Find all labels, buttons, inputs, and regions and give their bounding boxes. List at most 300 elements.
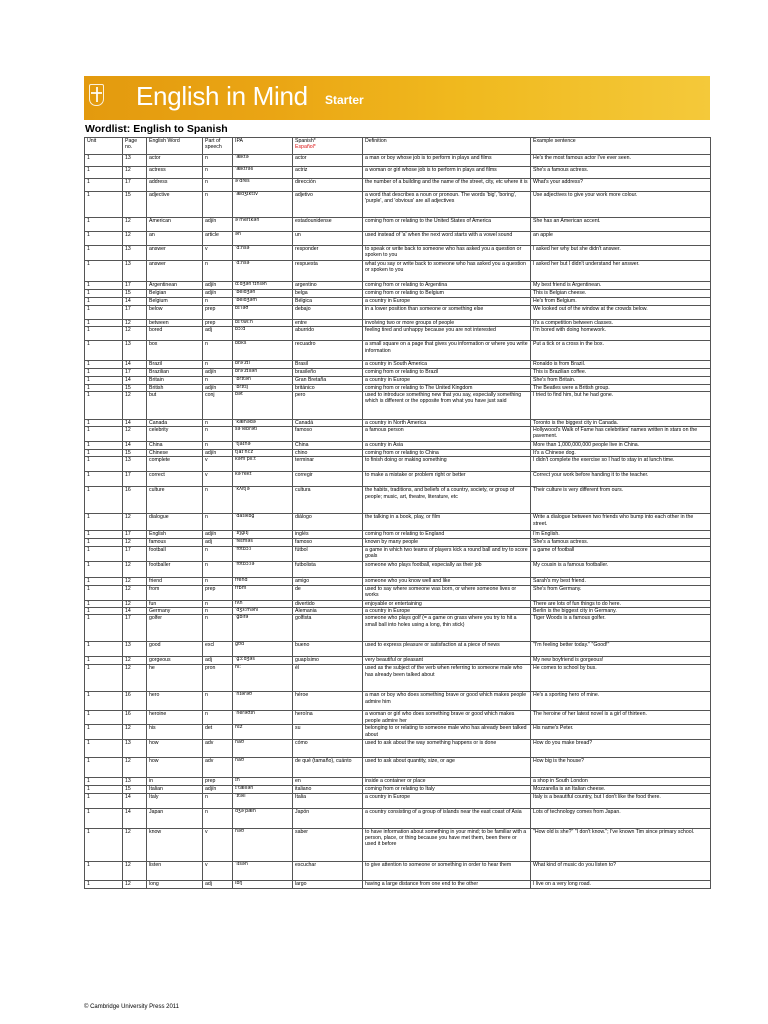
cell-word: Italian (147, 786, 203, 793)
cell-ipa: ˈdaɪəlɒɡ (233, 514, 293, 531)
table-row (85, 692, 711, 711)
cell-definition: to finish doing or making something (363, 457, 531, 472)
cell-ipa: brəˈzɪl (233, 361, 293, 368)
cell-word: Italy (147, 793, 203, 808)
cell-ipa: ɑːdʒənˈtɪniən (233, 282, 293, 290)
cell-unit: 1 (85, 384, 123, 391)
table-row (85, 419, 711, 426)
table-row (85, 880, 711, 888)
banner-title: English in Mind (136, 81, 308, 111)
cell-example: He comes to school by bus. (531, 665, 711, 692)
cell-page: 15 (123, 786, 147, 793)
cell-ipa: ˈbrɪtən (233, 376, 293, 384)
cell-word: from (147, 585, 203, 600)
header-banner (84, 76, 710, 120)
cell-example: What kind of music do you listen to? (531, 861, 711, 880)
cell-unit: 1 (85, 615, 123, 642)
cell-page: 17 (123, 546, 147, 561)
cell-spanish: golfista (293, 615, 363, 642)
cell-example: She's from Germany. (531, 585, 711, 600)
cell-page: 14 (123, 608, 147, 615)
table-row (85, 778, 711, 786)
cell-pos: prep (203, 778, 233, 786)
cell-ipa: brəˈzɪliən (233, 368, 293, 376)
cell-word: hero (147, 692, 203, 711)
cell-example: Put a tick or a cross in the box. (531, 341, 711, 361)
cell-example: Write a dialogue between two friends who bump into each other in the street. (531, 514, 711, 531)
cell-ipa: ˈɑːnsə (233, 246, 293, 261)
cell-page: 12 (123, 665, 147, 692)
cell-ipa: ɪn (233, 778, 293, 786)
cell-pos: n (203, 155, 233, 167)
table-row (85, 391, 711, 419)
cell-page: 13 (123, 341, 147, 361)
cell-example: I'm bored with doing homework. (531, 327, 711, 341)
cell-example: a shop in South London (531, 778, 711, 786)
cell-page: 15 (123, 290, 147, 298)
cell-word: his (147, 725, 203, 740)
cell-page: 12 (123, 585, 147, 600)
header-example: Example sentence (531, 138, 711, 155)
cell-definition: used instead of 'a' when the next word starts with a vowel sound (363, 232, 531, 246)
cell-pos: n (203, 487, 233, 514)
cell-page: 14 (123, 376, 147, 384)
cell-pos: n (203, 427, 233, 442)
cell-spanish: actriz (293, 167, 363, 179)
cell-word: between (147, 320, 203, 327)
cell-word: answer (147, 261, 203, 282)
cell-pos: v (203, 246, 233, 261)
cell-unit: 1 (85, 692, 123, 711)
cell-spanish: inglés (293, 531, 363, 539)
header-unit: Unit (85, 138, 123, 155)
cell-page: 17 (123, 368, 147, 376)
cell-page: 16 (123, 711, 147, 725)
cell-ipa: ˈæktə (233, 155, 293, 167)
cell-ipa: ən (233, 232, 293, 246)
cell-spanish: corregir (293, 472, 363, 487)
cell-page: 12 (123, 391, 147, 419)
cell-page: 12 (123, 725, 147, 740)
cell-pos: v (203, 828, 233, 861)
cell-ipa: bɪˈləʊ (233, 306, 293, 320)
table-row (85, 361, 711, 368)
cell-pos: n (203, 341, 233, 361)
header-spanish-label: Spanish* (295, 138, 316, 144)
cell-spanish: recuadro (293, 341, 363, 361)
cell-page: 14 (123, 442, 147, 450)
table-row (85, 232, 711, 246)
cell-ipa: ˈkʌltʃə (233, 487, 293, 514)
table-row (85, 290, 711, 298)
cell-page: 16 (123, 487, 147, 514)
cell-unit: 1 (85, 793, 123, 808)
cell-spanish: guapísimo (293, 657, 363, 665)
cell-definition: coming from or relating to Brazil (363, 368, 531, 376)
cell-example: Sarah's my best friend. (531, 577, 711, 585)
table-row (85, 828, 711, 861)
cell-example: Lots of technology comes from Japan. (531, 808, 711, 828)
cell-spanish: diálogo (293, 514, 363, 531)
cell-pos: v (203, 861, 233, 880)
cell-definition: involving two or more groups of people (363, 320, 531, 327)
cell-spanish: saber (293, 828, 363, 861)
cell-page: 14 (123, 361, 147, 368)
cell-spanish: cultura (293, 487, 363, 514)
cell-spanish: debajo (293, 306, 363, 320)
cell-example: His name's Peter. (531, 725, 711, 740)
cell-ipa: bɔːd (233, 327, 293, 341)
table-row (85, 472, 711, 487)
cell-unit: 1 (85, 577, 123, 585)
cell-pos: adj/n (203, 290, 233, 298)
cell-definition: coming from or relating to the United States of America (363, 218, 531, 232)
cell-pos: n (203, 419, 233, 426)
cell-example: a game of football (531, 546, 711, 561)
cell-example: Mozzarella is an Italian cheese. (531, 786, 711, 793)
table-row (85, 514, 711, 531)
cell-example: This is Belgian cheese. (531, 290, 711, 298)
cell-pos: adj/n (203, 384, 233, 391)
cell-definition: feeling tired and unhappy because you are not interested (363, 327, 531, 341)
header-espanol-label: Español* (295, 144, 316, 151)
cell-page: 15 (123, 384, 147, 391)
cell-definition: coming from or relating to The United Kingdom (363, 384, 531, 391)
cell-word: Canada (147, 419, 203, 426)
cell-unit: 1 (85, 740, 123, 758)
cell-definition: used to express pleasure or satisfaction at a piece of news (363, 642, 531, 657)
cell-example: I live on a very long road. (531, 880, 711, 888)
table-row (85, 758, 711, 778)
cell-example: I asked her why but she didn't answer. (531, 246, 711, 261)
cell-example: "How old is she?" "I don't know."; I've known Tim since primary school. (531, 828, 711, 861)
cell-page: 12 (123, 427, 147, 442)
cell-spanish: dirección (293, 179, 363, 192)
cell-example: She's a famous actress. (531, 167, 711, 179)
cell-unit: 1 (85, 457, 123, 472)
cell-example: He's a sporting hero of mine. (531, 692, 711, 711)
cell-example: My cousin is a famous footballer. (531, 561, 711, 577)
cell-page: 12 (123, 539, 147, 546)
cell-unit: 1 (85, 246, 123, 261)
cell-example: How big is the house? (531, 758, 711, 778)
cell-definition: a country in South America (363, 361, 531, 368)
cell-definition: a woman or girl whose job is to perform in plays and films (363, 167, 531, 179)
table-row (85, 546, 711, 561)
cell-pos: adj/n (203, 786, 233, 793)
cell-page: 12 (123, 218, 147, 232)
cell-spanish: entre (293, 320, 363, 327)
cell-definition: a country in North America (363, 419, 531, 426)
table-row (85, 167, 711, 179)
cell-definition: the number of a building and the name of the street, city, etc where it is (363, 179, 531, 192)
cell-ipa: ˈbrɪtɪʃ (233, 384, 293, 391)
cell-unit: 1 (85, 808, 123, 828)
cell-pos: adj/n (203, 450, 233, 457)
table-row (85, 218, 711, 232)
cell-pos: n (203, 261, 233, 282)
cell-page: 13 (123, 261, 147, 282)
cell-unit: 1 (85, 368, 123, 376)
header-ipa: IPA (233, 138, 293, 155)
cell-page: 12 (123, 232, 147, 246)
table-row (85, 179, 711, 192)
cell-page: 13 (123, 642, 147, 657)
cambridge-crest-icon (89, 84, 104, 106)
cell-ipa: hɪz (233, 725, 293, 740)
cell-pos: n (203, 298, 233, 306)
cell-unit: 1 (85, 561, 123, 577)
table-row (85, 192, 711, 218)
cell-ipa: nəʊ (233, 828, 293, 861)
cell-ipa: ˈhɪərəʊ (233, 692, 293, 711)
cell-definition: what you say or write back to someone who has asked you a question or spoken to you (363, 261, 531, 282)
cell-ipa: kəˈrekt (233, 472, 293, 487)
cell-spanish: héroe (293, 692, 363, 711)
table-row (85, 861, 711, 880)
table-row (85, 457, 711, 472)
cell-unit: 1 (85, 711, 123, 725)
cell-ipa: ˈherəʊɪn (233, 711, 293, 725)
cell-ipa: ˈɡɔːdʒəs (233, 657, 293, 665)
cell-spanish: heroína (293, 711, 363, 725)
cell-word: Brazil (147, 361, 203, 368)
cell-spanish: famoso (293, 427, 363, 442)
cell-definition: the habits, traditions, and beliefs of a country, society, or group of people; music, art, theatre, literature, etc (363, 487, 531, 514)
cell-example: "I'm feeling better today." "Good!" (531, 642, 711, 657)
cell-ipa: haʊ (233, 740, 293, 758)
header-pos: Part of speech (203, 138, 233, 155)
cell-word: how (147, 758, 203, 778)
cell-definition: belonging to or relating to someone male who has already been talked about (363, 725, 531, 740)
cell-word: golfer (147, 615, 203, 642)
table-row (85, 261, 711, 282)
cell-spanish: brasileño (293, 368, 363, 376)
cell-page: 13 (123, 778, 147, 786)
cell-example: Correct your work before handing it to the teacher. (531, 472, 711, 487)
cell-page: 14 (123, 419, 147, 426)
cell-definition: to make a mistake or problem right or better (363, 472, 531, 487)
cell-example: My best friend is Argentinean. (531, 282, 711, 290)
cell-ipa: əˈmerɪkən (233, 218, 293, 232)
cell-word: bored (147, 327, 203, 341)
banner-level: Starter (325, 93, 364, 107)
table-row (85, 298, 711, 306)
cell-pos: excl (203, 642, 233, 657)
cell-unit: 1 (85, 427, 123, 442)
table-row (85, 306, 711, 320)
table-row (85, 539, 711, 546)
table-row (85, 155, 711, 167)
wordlist-table (84, 137, 711, 889)
cell-word: British (147, 384, 203, 391)
cell-pos: prep (203, 585, 233, 600)
cell-spanish: China (293, 442, 363, 450)
table-row (85, 561, 711, 577)
cell-definition: used to ask about quantity, size, or age (363, 758, 531, 778)
cell-example: How do you make bread? (531, 740, 711, 758)
cell-unit: 1 (85, 880, 123, 888)
cell-ipa: ˈɪŋɡlɪʃ (233, 531, 293, 539)
cell-unit: 1 (85, 725, 123, 740)
cell-spanish: fútbol (293, 546, 363, 561)
cell-word: Chinese (147, 450, 203, 457)
table-row (85, 246, 711, 261)
cell-spanish: bueno (293, 642, 363, 657)
cell-spanish: de (293, 585, 363, 600)
cell-definition: the talking in a book, play, or film (363, 514, 531, 531)
cell-ipa: bɒks (233, 341, 293, 361)
cell-spanish: británico (293, 384, 363, 391)
cell-ipa: ˈɑːnsə (233, 261, 293, 282)
cell-example: The Beatles were a British group. (531, 384, 711, 391)
cell-ipa: ˈfeɪməs (233, 539, 293, 546)
cell-spanish: responder (293, 246, 363, 261)
cell-page: 14 (123, 298, 147, 306)
cell-unit: 1 (85, 320, 123, 327)
cell-pos: n (203, 167, 233, 179)
cell-unit: 1 (85, 192, 123, 218)
cell-pos: adj (203, 880, 233, 888)
cell-example: Tiger Woods is a famous golfer. (531, 615, 711, 642)
cell-pos: adj/n (203, 282, 233, 290)
cell-unit: 1 (85, 657, 123, 665)
header-word: English Word (147, 138, 203, 155)
cell-word: celebrity (147, 427, 203, 442)
cell-page: 17 (123, 531, 147, 539)
cell-example: It's a competition between classes. (531, 320, 711, 327)
cell-example: Hollywood's Walk of Fame has celebrities' names written in stars on the pavement. (531, 427, 711, 442)
cell-word: address (147, 179, 203, 192)
cell-spanish: de qué (tamaño), cuánto (293, 758, 363, 778)
cell-word: he (147, 665, 203, 692)
cell-ipa: ˈfʊtbɔːl (233, 546, 293, 561)
table-row (85, 368, 711, 376)
cell-spanish: divertido (293, 600, 363, 607)
cell-word: footballer (147, 561, 203, 577)
cell-word: fun (147, 600, 203, 607)
cell-unit: 1 (85, 376, 123, 384)
cell-pos: n (203, 600, 233, 607)
cell-ipa: ˈbeldʒəm (233, 298, 293, 306)
cell-page: 12 (123, 327, 147, 341)
cell-example: He's from Belgium. (531, 298, 711, 306)
cell-unit: 1 (85, 608, 123, 615)
cell-page: 14 (123, 808, 147, 828)
cell-page: 13 (123, 246, 147, 261)
cell-pos: adj (203, 657, 233, 665)
cell-pos: n (203, 442, 233, 450)
table-header-row (85, 138, 711, 155)
cell-page: 16 (123, 692, 147, 711)
cell-spanish: chino (293, 450, 363, 457)
cell-unit: 1 (85, 306, 123, 320)
cell-ipa: ˈdʒɜːməni (233, 608, 293, 615)
cell-ipa: hiː (233, 665, 293, 692)
table-row (85, 341, 711, 361)
cell-pos: v (203, 457, 233, 472)
cell-spanish: pero (293, 391, 363, 419)
cell-word: Japan (147, 808, 203, 828)
cell-pos: adj (203, 539, 233, 546)
cell-ipa: ˈtʃaɪnə (233, 442, 293, 450)
cell-word: friend (147, 577, 203, 585)
cell-unit: 1 (85, 786, 123, 793)
table-row (85, 657, 711, 665)
cell-word: American (147, 218, 203, 232)
cell-word: dialogue (147, 514, 203, 531)
cell-example: He's the most famous actor I've ever seen. (531, 155, 711, 167)
cell-word: correct (147, 472, 203, 487)
cell-definition: coming from or relating to Belgium (363, 290, 531, 298)
cell-pos: n (203, 376, 233, 384)
cell-word: in (147, 778, 203, 786)
cell-spanish: futbolista (293, 561, 363, 577)
cell-pos: det (203, 725, 233, 740)
cell-word: famous (147, 539, 203, 546)
cell-definition: to speak or write back to someone who has asked you a question or spoken to you (363, 246, 531, 261)
cell-spanish: él (293, 665, 363, 692)
table-row (85, 487, 711, 514)
cell-word: actress (147, 167, 203, 179)
wordlist-page (84, 76, 710, 889)
cell-ipa: ɪˈtæliən (233, 786, 293, 793)
cell-spanish: amigo (293, 577, 363, 585)
table-row (85, 427, 711, 442)
cell-ipa: ˈɪtəli (233, 793, 293, 808)
table-row (85, 711, 711, 725)
cell-example: She has an American accent. (531, 218, 711, 232)
cell-ipa: bɪˈtwiːn (233, 320, 293, 327)
cell-page: 12 (123, 577, 147, 585)
cell-unit: 1 (85, 642, 123, 657)
cell-example: Use adjectives to give your work more colour. (531, 192, 711, 218)
cell-spanish: su (293, 725, 363, 740)
cell-definition: very beautiful or pleasant (363, 657, 531, 665)
header-spanish (293, 138, 363, 155)
cell-ipa: ˈlɪsən (233, 861, 293, 880)
table-row (85, 793, 711, 808)
header-page: Page no. (123, 138, 147, 155)
cell-ipa: lɒŋ (233, 880, 293, 888)
cell-pos: adj/n (203, 368, 233, 376)
cell-unit: 1 (85, 665, 123, 692)
cell-spanish: estadounidense (293, 218, 363, 232)
cell-definition: enjoyable or entertaining (363, 600, 531, 607)
cell-pos: prep (203, 306, 233, 320)
cell-pos: adj/n (203, 218, 233, 232)
header-definition: Definition (363, 138, 531, 155)
cell-word: gorgeous (147, 657, 203, 665)
cell-pos: adv (203, 758, 233, 778)
cell-definition: a famous person (363, 427, 531, 442)
cell-definition: a man or boy who does something brave or good which makes people admire him (363, 692, 531, 711)
cell-definition: known by many people (363, 539, 531, 546)
cell-definition: someone who plays golf (= a game on grass where you try to hit a small ball into holes using a long, thin stick) (363, 615, 531, 642)
cell-word: below (147, 306, 203, 320)
cell-unit: 1 (85, 282, 123, 290)
cell-unit: 1 (85, 290, 123, 298)
cell-unit: 1 (85, 600, 123, 607)
cell-definition: a woman or girl who does something brave or good which makes people admire her (363, 711, 531, 725)
cell-spanish: Italia (293, 793, 363, 808)
cell-ipa: haʊ (233, 758, 293, 778)
cell-pos: n (203, 608, 233, 615)
cell-spanish: largo (293, 880, 363, 888)
table-row (85, 282, 711, 290)
cell-word: football (147, 546, 203, 561)
cell-spanish: argentino (293, 282, 363, 290)
